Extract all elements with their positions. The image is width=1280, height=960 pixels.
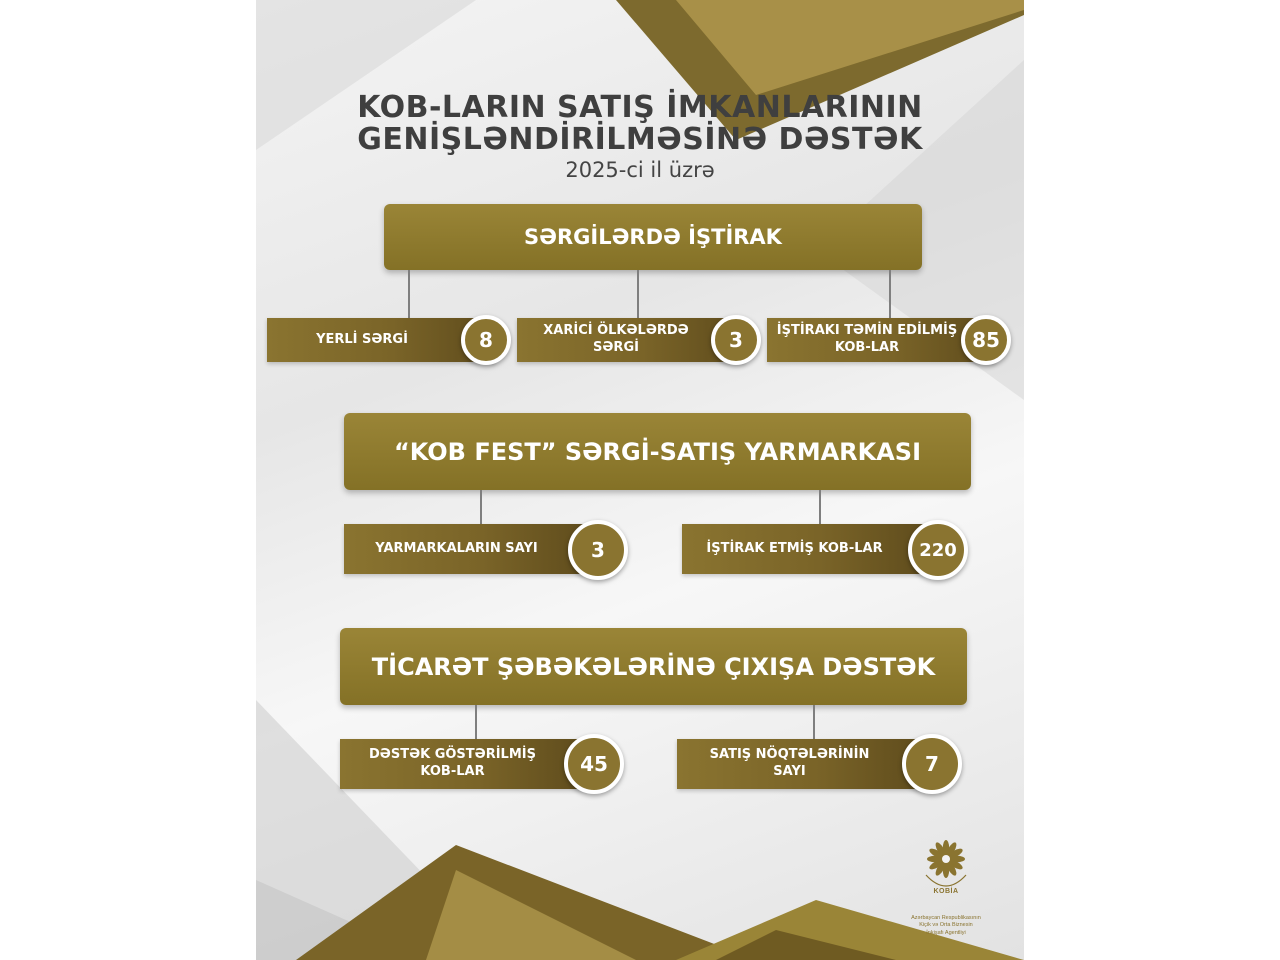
stat-value-badge: 3 — [568, 520, 628, 580]
stat-label: XARİCİ ÖLKƏLƏRDƏ SƏRGİ — [543, 323, 689, 355]
kobia-logo — [896, 835, 996, 960]
flower-icon — [896, 835, 996, 895]
stat-fair-smes — [682, 524, 932, 574]
stat-value-badge: 8 — [461, 315, 511, 365]
stat-value-badge: 7 — [902, 734, 962, 794]
stat-label: YARMARKALARIN SAYI — [375, 540, 538, 556]
section-header-retail-access: TİCARƏT ŞƏBƏKƏLƏRİNƏ ÇIXIŞA DƏSTƏK — [340, 628, 967, 705]
section-header-kob-fest: “KOB FEST” SƏRGİ-SATIŞ YARMARKASI — [344, 413, 971, 490]
connector-line — [480, 490, 482, 524]
connector-line — [475, 705, 477, 739]
page-title-line-1: KOB-LARIN SATIŞ İMKANLARININ — [357, 90, 923, 125]
logo-caption: Azərbaycan Respublikasının Kiçik və Orta Biznesin İnkişafı Agentliyi — [911, 915, 981, 936]
stat-fair-count — [344, 524, 594, 574]
connector-line — [637, 270, 639, 318]
connector-line — [813, 705, 815, 739]
stat-label: SATIŞ NÖQTƏLƏRİNİN SAYI — [709, 747, 870, 779]
logo-name: KOBİA — [933, 888, 959, 895]
page-subtitle: 2025-ci il üzrə — [565, 158, 715, 182]
stat-value-badge: 45 — [564, 734, 624, 794]
stat-value-badge: 85 — [961, 315, 1011, 365]
stat-label: İŞTİRAKI TƏMİN EDİLMİŞ KOB-LAR — [776, 323, 958, 355]
connector-line — [889, 270, 891, 318]
section-header-exhibitions: SƏRGİLƏRDƏ İŞTİRAK — [384, 204, 922, 270]
page-title-line-2: GENİŞLƏNDİRİLMƏSİNƏ DƏSTƏK — [357, 122, 923, 157]
stat-value-badge: 220 — [908, 520, 968, 580]
stat-value-badge: 3 — [711, 315, 761, 365]
stat-supported-smes — [340, 739, 590, 789]
stat-sales-points — [677, 739, 927, 789]
connector-line — [819, 490, 821, 524]
connector-line — [408, 270, 410, 318]
stat-label: İŞTİRAK ETMİŞ KOB-LAR — [706, 540, 883, 556]
infographic-poster — [256, 0, 1024, 960]
stat-label: DƏSTƏK GÖSTƏRİLMİŞ KOB-LAR — [369, 747, 536, 779]
stat-label: YERLİ SƏRGİ — [316, 331, 408, 347]
